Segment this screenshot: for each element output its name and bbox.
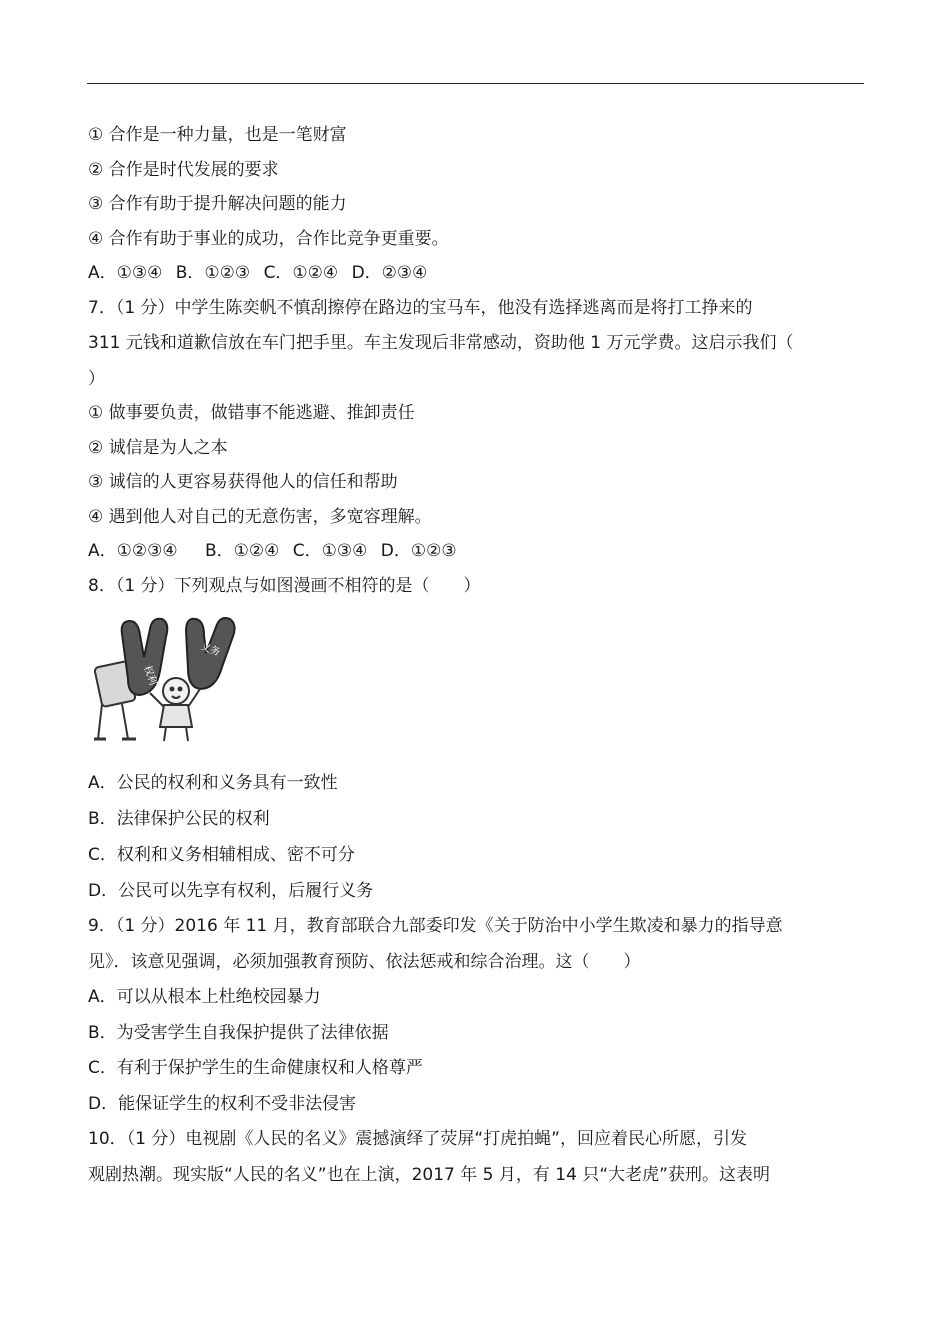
q7-item-1: ① 做事要负责，做错事不能逃避、推卸责任	[88, 403, 415, 423]
q6-item-2: ② 合作是时代发展的要求	[88, 159, 279, 180]
q9-option-a: A．可以从根本上杜绝校园暴力	[88, 987, 321, 1007]
q6-option-a: A．①③④	[88, 263, 163, 283]
q8-stem: 8．（1 分）下列观点与如图漫画不相符的是（ ）	[88, 575, 481, 596]
rights-duties-cartoon	[88, 609, 248, 749]
q9-option-c: C．有利于保护学生的生命健康权和人格尊严	[88, 1058, 423, 1078]
cartoon-left-label: 权利	[141, 664, 159, 687]
q8-option-b: B．法律保护公民的权利	[88, 809, 270, 829]
q6-option-c: C．①②④	[263, 263, 339, 283]
q8-option-d: D．公民可以先享有权利，后履行义务	[88, 881, 374, 901]
q6-item-1: ① 合作是一种力量，也是一笔财富	[88, 125, 347, 145]
q8-option-c: C．权利和义务相辅相成、密不可分	[88, 845, 355, 865]
q6-item-4: ④ 合作有助于事业的成功，合作比竞争更重要。	[88, 228, 449, 249]
q7-item-4: ④ 遇到他人对自己的无意伤害，多宽容理解。	[88, 506, 432, 527]
q7-stem-line-3: ）	[88, 368, 105, 389]
q7-item-2: ② 诚信是为人之本	[88, 437, 228, 458]
q7-option-d: D．①②③	[380, 541, 457, 561]
q7-option-a: A．①②③④	[88, 541, 178, 561]
q7-item-3: ③ 诚信的人更容易获得他人的信任和帮助	[88, 472, 398, 492]
q7-options	[88, 534, 864, 569]
q6-options	[88, 256, 864, 291]
header-rule	[87, 83, 864, 84]
q6-option-d: D．②③④	[351, 263, 428, 283]
cartoon-child-figure	[150, 678, 200, 741]
q7-option-c: C．①③④	[292, 541, 368, 561]
cartoon-right-label: 义务	[198, 641, 222, 659]
cartoon-right-hand	[186, 618, 235, 689]
q7-stem-line-2: 311 元钱和道歉信放在车门把手里。车主发现后非常感动，资助他 1 万元学费。这启示我们（	[88, 333, 794, 353]
q9-stem-line-1: 9．（1 分）2016 年 11 月，教育部联合九部委印发《关于防治中小学生欺凌和暴力的指导意	[88, 916, 783, 936]
q8-option-a: A．公民的权利和义务具有一致性	[88, 773, 338, 793]
q9-stem-line-2: 见》．该意见强调，必须加强教育预防、依法惩戒和综合治理。这（ ）	[88, 951, 641, 972]
q7-stem-line-1: 7．（1 分）中学生陈奕帆不慎刮擦停在路边的宝马车，他没有选择逃离而是将打工挣来的	[88, 297, 753, 318]
q7-option-b: B．①②④	[205, 541, 280, 561]
q10-stem-line-2: 观剧热潮。现实版“人民的名义”也在上演，2017 年 5 月，有 14 只“大老虎”获刑。这表明	[88, 1164, 770, 1185]
q9-option-d: D．能保证学生的权利不受非法侵害	[88, 1093, 357, 1114]
q6-item-3: ③ 合作有助于提升解决问题的能力	[88, 194, 347, 214]
q10-stem-line-1: 10．（1 分）电视剧《人民的名义》震撼演绎了荧屏“打虎拍蝇”，回应着民心所愿，引发	[88, 1129, 747, 1149]
q6-option-b: B．①②③	[175, 263, 251, 283]
document-page	[88, 118, 864, 1193]
cartoon-left-hand	[122, 619, 168, 695]
q9-option-b: B．为受害学生自我保护提供了法律依据	[88, 1022, 389, 1043]
